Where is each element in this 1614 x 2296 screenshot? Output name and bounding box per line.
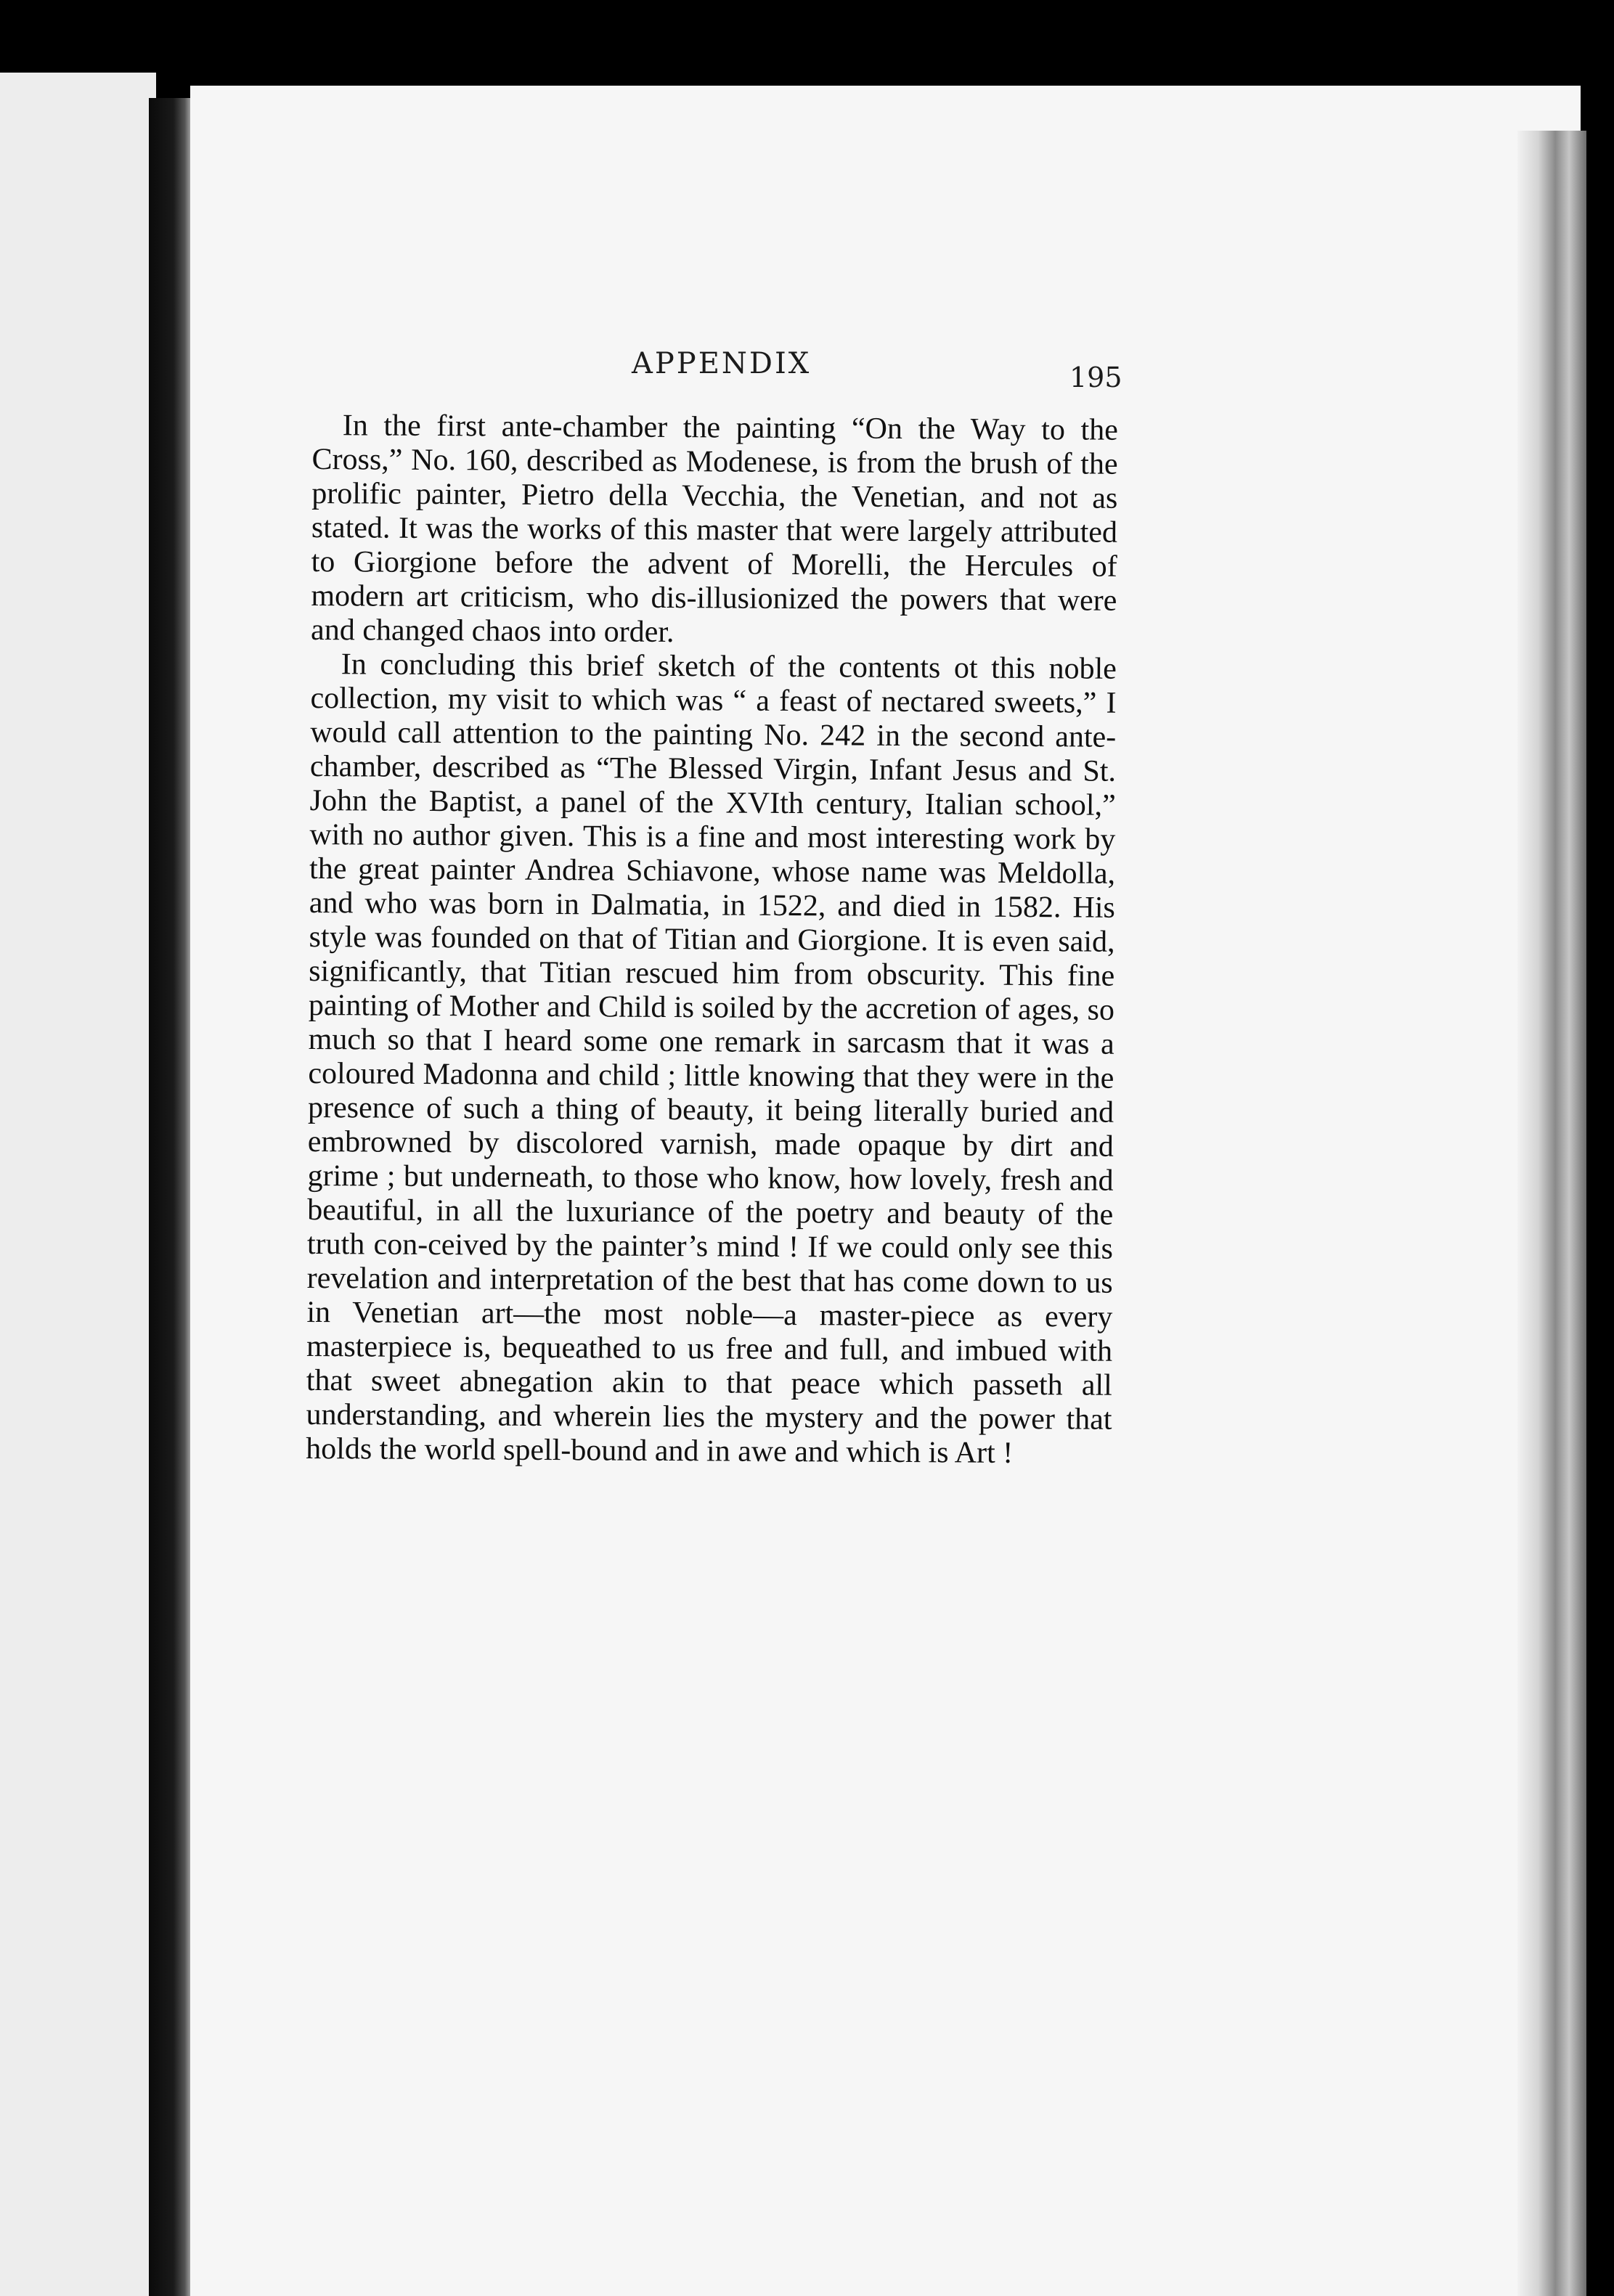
page-number: 195 (1069, 361, 1122, 393)
book-gutter (149, 98, 194, 2296)
paragraph: In the first ante-chamber the painting “On the Way to the Cross,” No. 160, described as Modenese, is from the brush of the prolific painter, Pietro della Vecchia, the Venetian, and not as stated. It was the works of this master that were largely attributed to Giorgione before the advent of Morelli, the Hercules of modern art criticism, who dis-illusionized the powers that were and changed chaos into order. (310, 409, 1118, 650)
paragraph: In concluding this brief sketch of the contents ot this noble collection, my visit to which was “ a feast of nectared sweets,” I would call attention to the painting No. 242 in the second ante-chamber, described as “The Blessed Virgin, Infant Jesus and St. John the Baptist, a panel of the XVIth century, Italian school,” with no author given. This is a fine and most interesting work by the great painter Andrea Schiavone, whose name was Meldolla, and who was born in Dalmatia, in 1522, and died in 1582. His style was founded on that of Titian and Giorgione. It is even said, significantly, that Titian rescued him from obscurity. This fine painting of Mother and Child is soiled by the accretion of ages, so much so that I heard some one remark in sarcasm that it was a coloured Madonna and child ; little knowing that they were in the presence of such a thing of beauty, it being literally buried and embrowned by discolored varnish, made opaque by dirt and grime ; but underneath, to those who know, how lovely, fresh and beautiful, in all the luxuriance of the poetry and beauty of the truth con-ceived by the painter’s mind ! If we could only see this revelation and interpretation of the best that has come down to us in Venetian art—the most noble—a master-piece as every masterpiece is, bequeathed to us free and full, and imbued with that sweet abnegation akin to that peace which passeth all understanding, and wherein lies the mystery and the power that holds the world spell-bound and in awe and which is Art ! (306, 647, 1117, 1470)
page-fore-edge (1517, 131, 1586, 2296)
running-head: APPENDIX (632, 347, 812, 380)
previous-page-edge (0, 73, 156, 2296)
body-text (306, 409, 1118, 1471)
